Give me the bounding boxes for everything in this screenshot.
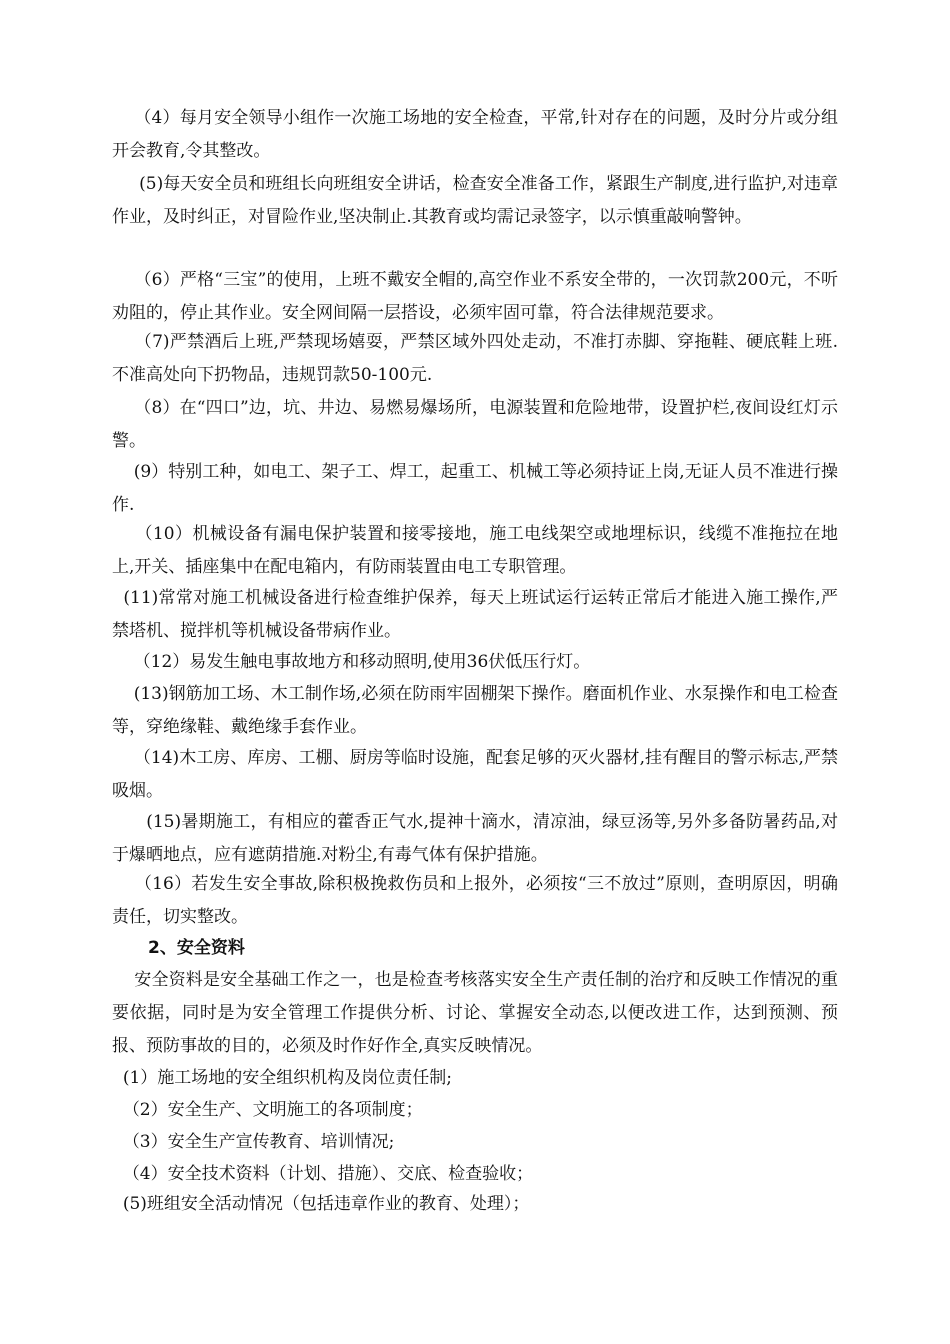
paragraph-item-13: (13)钢筋加工场、木工制作场,必须在防雨牢固棚架下操作。磨面机作业、水泵操作和电工检查等，穿绝缘鞋、戴绝缘手套作业。 (112, 684, 838, 737)
list-item: (5)班组安全活动情况（包括违章作业的教育、处理）； (112, 1194, 530, 1214)
paragraph-item-6: （6）严格“三宝”的使用，上班不戴安全帽的,高空作业不系安全带的，一次罚款200元，不听劝阻的，停止其作业。安全网间隔一层搭设，必须牢固可靠，符合法律规范要求。 (112, 270, 838, 323)
paragraph-item-5: (5)每天安全员和班组长向班组安全讲话，检查安全准备工作，紧跟生产制度,进行监护,对违章作业，及时纠正，对冒险作业,坚决制止.其教育或均需记录签字，以示慎重敲响警钟。 (112, 174, 838, 227)
list-item: (1）施工场地的安全组织机构及岗位责任制; (112, 1068, 452, 1088)
paragraph-item-9: (9）特别工种，如电工、架子工、焊工，起重工、机械工等必须持证上岗,无证人员不准进行操作. (112, 462, 838, 515)
paragraph-item-12: （12）易发生触电事故地方和移动照明,使用36伏低压行灯。 (112, 652, 591, 672)
section-heading: 2、安全资料 (148, 938, 245, 958)
list-item: （2）安全生产、文明施工的各项制度； (112, 1100, 423, 1120)
section-intro: 安全资料是安全基础工作之一，也是检查考核落实安全生产责任制的治疗和反映工作情况的重要依据，同时是为安全管理工作提供分析、讨论、掌握安全动态,以便改进工作，达到预测、预报、预防事故的目的，必须及时作好作全,真实反映情况。 (112, 970, 838, 1056)
paragraph-item-4: （4）每月安全领导小组作一次施工场地的安全检查，平常,针对存在的问题，及时分片或分组开会教育,令其整改。 (112, 108, 838, 161)
list-item: （3）安全生产宣传教育、培训情况; (112, 1132, 395, 1152)
paragraph-item-14: （14)木工房、库房、工棚、厨房等临时设施，配套足够的灭火器材,挂有醒目的警示标志,严禁吸烟。 (112, 748, 838, 801)
paragraph-item-8: （8）在“四口”边，坑、井边、易燃易爆场所，电源装置和危险地带，设置护栏,夜间设红灯示警。 (112, 398, 838, 451)
paragraph-item-16: （16）若发生安全事故,除积极挽救伤员和上报外，必须按“三不放过”原则，查明原因，明确责任，切实整改。 (112, 874, 838, 927)
list-item: （4）安全技术资料（计划、措施）、交底、检查验收； (112, 1164, 534, 1184)
paragraph-item-10: （10）机械设备有漏电保护装置和接零接地，施工电线架空或地埋标识，线缆不准拖拉在地上,开关、插座集中在配电箱内，有防雨装置由电工专职管理。 (112, 524, 838, 577)
paragraph-item-11: (11)常常对施工机械设备进行检查维护保养，每天上班试运行运转正常后才能进入施工操作,严禁塔机、搅拌机等机械设备带病作业。 (112, 588, 838, 641)
paragraph-item-7: （7)严禁酒后上班,严禁现场嬉耍，严禁区域外四处走动，不准打赤脚、穿拖鞋、硬底鞋上班.不准高处向下扔物品，违规罚款50-100元. (112, 332, 838, 385)
paragraph-item-15: (15)暑期施工，有相应的藿香正气水,提神十滴水，清凉油，绿豆汤等,另外多备防暑药品,对于爆晒地点，应有遮荫措施.对粉尘,有毒气体有保护措施。 (112, 812, 838, 865)
